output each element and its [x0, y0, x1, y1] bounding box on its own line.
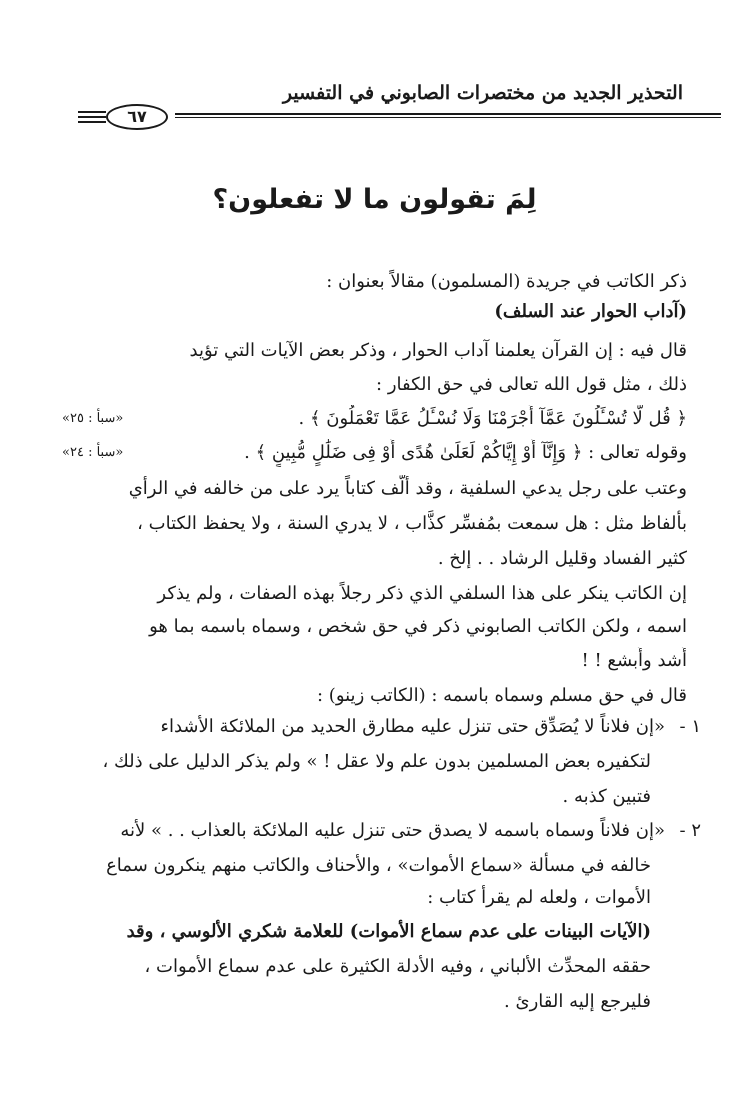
list-item: [62, 713, 701, 741]
article-title: (آداب الحوار عند السلف): [494, 301, 687, 322]
body-line: قال في حق مسلم وسماه باسمه : (الكاتب زينو) :: [317, 685, 687, 706]
body-line: قال فيه : إن القرآن يعلمنا آداب الحوار ، وذكر بعض الآيات التي تؤيد: [189, 340, 687, 361]
body-line: كثير الفساد وقليل الرشاد . . إلخ .: [437, 548, 687, 569]
list-item: [62, 817, 701, 845]
verse-text: ﴿ قُل لَّا تُسْـَٔلُونَ عَمَّآ أَجْرَمْنَا وَلَا نُسْـَٔلُ عَمَّا تَعْمَلُونَ ﴾ .: [298, 408, 687, 429]
verse-reference: «سبأ : ٢٥»: [62, 411, 124, 426]
body-line: أَشد وأَبشع ! !: [581, 650, 687, 671]
body-line: الأموات ، ولعله لم يقرأ كتاب :: [427, 887, 651, 908]
page-number: ٦٧: [106, 104, 168, 130]
list-text: «إن فلاناً لا يُصَدِّق حتى تنزل عليه مطارق الحديد من الملائكة الأشداء: [160, 716, 665, 737]
page-number-ornament: [78, 104, 178, 128]
body-line: اسمه ، ولكن الكاتب الصابوني ذكر في حق شخص ، وسماه باسمه بما هو: [149, 616, 687, 637]
body-line: فتبين كذبه .: [562, 786, 651, 807]
list-text: «إن فلاناً وسماه باسمه لا يصدق حتى تنزل عليه الملائكة بالعذاب . . » لأنه: [120, 820, 665, 841]
body-line: وعتب على رجل يدعي السلفية ، وقد أَلَّف كتاباً يرد على من خالفه في الرأي: [128, 478, 687, 499]
book-title-line: (الآيات البينات على عدم سماع الأموات) للعلامة شكري الألوسي ، وقد: [126, 921, 651, 942]
ornament-line: [78, 116, 106, 118]
chapter-title: لِمَ تقولون ما لا تفعلون؟: [212, 184, 537, 215]
body-line: خالفه في مسألة «سماع الأموات» ، والأحناف والكاتب منهم ينكرون سماع: [106, 855, 651, 876]
header-rule: [175, 113, 721, 115]
list-number: ١ -: [679, 716, 701, 737]
running-title: التحذير الجديد من مختصرات الصابوني في التفسير: [282, 82, 683, 104]
verse-text: وقوله تعالى : ﴿ وَإِنَّآ أَوْ إِيَّاكُمْ لَعَلَىٰ هُدًى أَوْ فِى ضَلَٰلٍ مُّبِينٍ ﴾ .: [244, 442, 687, 463]
body-line: ذلك ، مثل قول الله تعالى في حق الكفار :: [376, 374, 687, 395]
body-line: فليرجع إليه القارئ .: [504, 991, 651, 1012]
quran-verse: [62, 439, 687, 467]
body-line: لتكفيره بعض المسلمين بدون علم ولا عقل ! » ولم يذكر الدليل على ذلك ،: [102, 751, 651, 772]
list-number: ٢ -: [679, 820, 701, 841]
body-line: حققه المحدِّث الألباني ، وفيه الأدلة الكثيرة على عدم سماع الأموات ،: [144, 956, 651, 977]
quran-verse: [62, 405, 687, 433]
body-line: بألفاظ مثل : هل سمعت بمُفسِّر كذَّاب ، لا يدري السنة ، ولا يحفظ الكتاب ،: [137, 513, 687, 534]
body-line: ذكر الكاتب في جريدة (المسلمون) مقالاً بعنوان :: [326, 271, 687, 292]
ornament-line: [78, 111, 106, 113]
ornament-line: [78, 121, 106, 123]
body-line: إن الكاتب ينكر على هذا السلفي الذي ذكر رجلاً بهذه الصفات ، ولم يذكر: [157, 583, 687, 604]
verse-reference: «سبأ : ٢٤»: [62, 445, 124, 460]
